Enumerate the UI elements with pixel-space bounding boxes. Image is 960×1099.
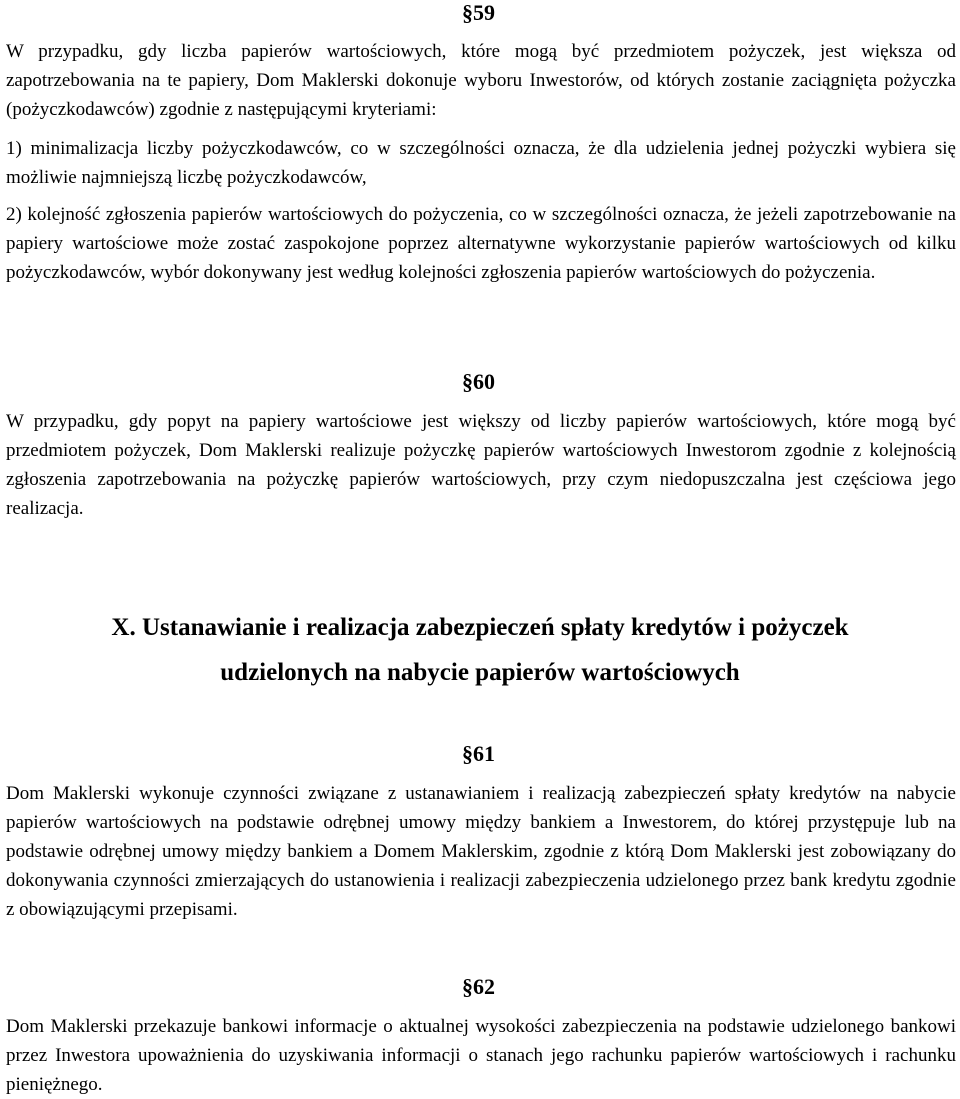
section-60-heading: §60 [462,369,495,394]
section-59-criterion-2: 2) kolejność zgłoszenia papierów wartościowych do pożyczenia, co w szczególności oznacza, że jeżeli zapotrzebowanie na papiery wartościowe może zostać zaspokojone poprzez alternatywne wykorzystanie papierów wartościowych od kilku pożyczkodawców, wybór dokonywany jest według kolejności zgłoszenia papierów wartościowych do pożyczenia. [6,204,956,283]
section-61-text: Dom Maklerski wykonuje czynności związane z ustanawianiem i realizacją zabezpieczeń spłaty kredytów na nabycie papierów wartościowych na podstawie odrębnej umowy między bankiem a Inwestorem, do której przystępuje lub na podstawie odrębnej umowy między bankiem a Domem Maklerskim, zgodnie z którą Dom Maklerski jest zobowiązany do dokonywania czynności zmierzających do ustanowienia i realizacji zabezpieczenia udzielonego przez bank kredytu zgodnie z obowiązującymi przepisami. [6,783,956,920]
section-59-criterion-1: 1) minimalizacja liczby pożyczkodawców, co w szczególności oznacza, że dla udzielenia jednej pożyczki wybiera się możliwie najmniejszą liczbę pożyczkodawców, [6,138,956,188]
section-60-text: W przypadku, gdy popyt na papiery wartościowe jest większy od liczby papierów wartościowych, które mogą być przedmiotem pożyczek, Dom Maklerski realizuje pożyczkę papierów wartościowych Inwestorom zgodnie z kolejnością zgłoszenia zapotrzebowania na pożyczkę papierów wartościowych, przy czym niedopuszczalna jest częściowa jego realizacja. [6,411,956,519]
chapter-title-line-2: udzielonych na nabycie papierów wartościowych [220,659,740,686]
section-62-heading: §62 [462,974,495,999]
chapter-title-line-1: X. Ustanawianie i realizacja zabezpieczeń spłaty kredytów i pożyczek [111,614,849,641]
section-59-intro: W przypadku, gdy liczba papierów wartościowych, które mogą być przedmiotem pożyczek, jest większa od zapotrzebowania na te papiery, Dom Maklerski dokonuje wyboru Inwestorów, od których zostanie zaciągnięta pożyczka (pożyczkodawców) zgodnie z następującymi kryteriami: [6,41,956,120]
section-59-heading: §59 [462,0,495,25]
section-62-text: Dom Maklerski przekazuje bankowi informacje o aktualnej wysokości zabezpieczenia na podstawie udzielonego bankowi przez Inwestora upoważnienia do uzyskiwania informacji o stanach jego rachunku papierów wartościowych i rachunku pieniężnego. [6,1016,956,1095]
section-61-heading: §61 [462,741,495,766]
